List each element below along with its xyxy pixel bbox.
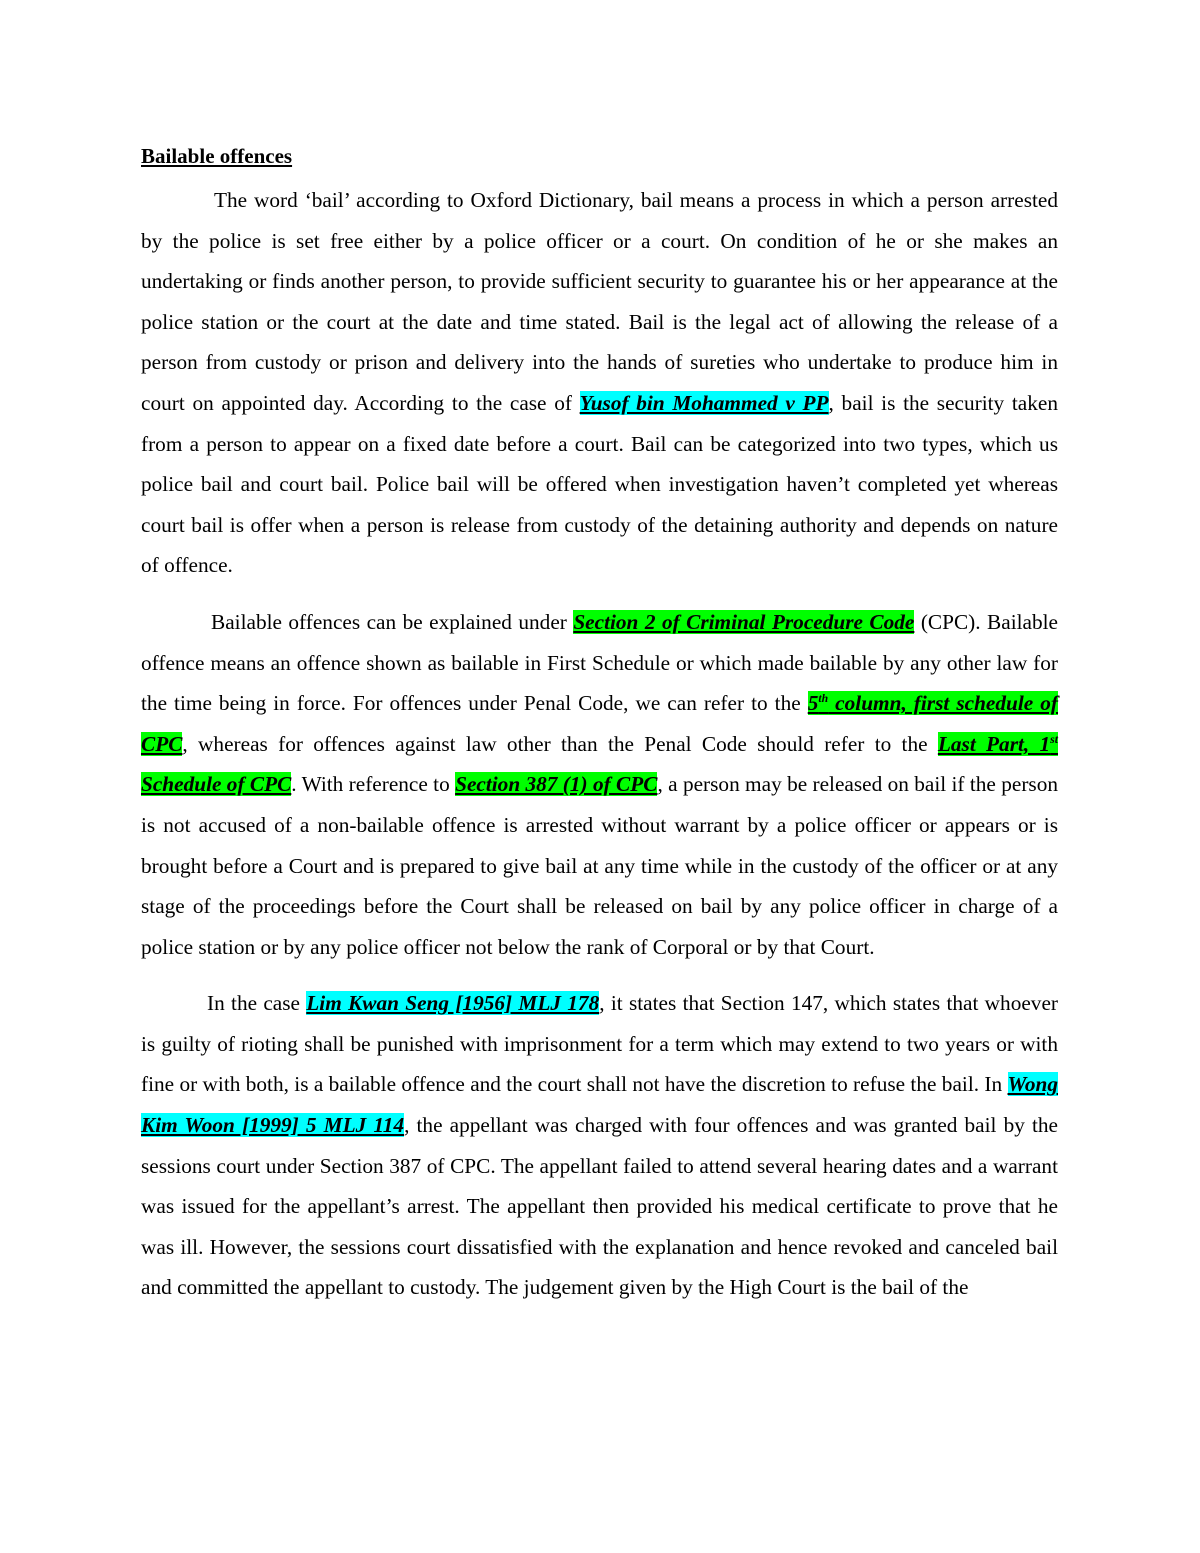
paragraph-text: , a person may be released on bail if the person is not accused of a non-bailable offence is arrested without warrant by a police officer or appears or is brought before a Court and is prepared to give bail at any time while in the custody of the officer or at any stage of the proceedings before the Court shall be released on bail by any police officer in charge of a police station or by any police officer not below the rank of Corporal or by that Court. [141, 772, 1059, 959]
case-citation-lim-kwan-seng: Lim Kwan Seng [1956] MLJ 178 [306, 991, 600, 1016]
statute-reference-section-2: Section 2 of Criminal Procedure Code [573, 609, 915, 634]
paragraph-case-law [141, 983, 1058, 1308]
paragraph-text: , bail is the security taken from a person to appear on a fixed date before a court. Bail can be categorized into two types, which us police bail and court bail. Police bail will be offered when investigation haven’t completed yet whereas court bail is offer when a person is release from custody of the detaining authority and depends on nature of offence. [141, 390, 1059, 578]
paragraph-text: , whereas for offences against law other than the Penal Code should refer to the [182, 731, 938, 756]
case-citation-yusof: Yusof bin Mohammed v PP [579, 390, 829, 415]
page-title: Bailable offences [141, 144, 293, 168]
ref-text: 5 [807, 691, 819, 716]
paragraph-text: Bailable offences can be explained under [211, 609, 574, 634]
paragraph-text: The word ‘bail’ according to Oxford Dictionary, bail means a process in which a person arrested by the police is set free either by a police officer or a court. On condition of he or she makes an undertaking or finds another person, to provide sufficient security to guarantee his or her appearance at the police station or the court at the date and time stated. Bail is the legal act of allowing the release of a person from custody or prison and delivery into the hands of sureties who undertake to produce him in court on appointed day. According to the case of [141, 188, 1058, 415]
paragraph-text: (CPC). Bailable offence means an offence shown as bailable in First Schedule or which made bailable by any other law for the time being in force. For offences under Penal Code, we can refer to the [141, 609, 1058, 716]
paragraph-text: , it states that Section 147, which states that whoever is guilty of rioting shall be punished with imprisonment for a term which may extend to two years or with fine or with both, is a bailable offence and the court shall not have the discretion to refuse the bail. In [141, 991, 1058, 1097]
paragraph-text: In the case [207, 991, 307, 1016]
ref-text: Schedule of CPC [141, 772, 292, 797]
paragraph-text: . With reference to [291, 772, 456, 797]
paragraph-bailable-offences [141, 602, 1058, 967]
statute-reference-section-387: Section 387 (1) of CPC [455, 772, 658, 797]
paragraph-bail-definition [141, 180, 1058, 586]
ordinal-suffix: th [818, 691, 829, 705]
document-body [141, 140, 1058, 1308]
ordinal-suffix: st [1050, 732, 1058, 746]
case-citation-wong-kim-woon: Wong Kim Woon [1999] 5 MLJ 114 [141, 1072, 1058, 1138]
paragraph-text: , the appellant was charged with four offences and was granted bail by the sessions court under Section 387 of CPC. The appellant failed to attend several hearing dates and a warrant was issued for the appellant’s arrest. The appellant then provided his medical certificate to prove that he was ill. However, the sessions court dissatisfied with the explanation and hence revoked and canceled bail and committed the appellant to custody. The judgement given by the High Court is the bail of the [141, 1113, 1058, 1300]
ref-text: column, first schedule of CPC [141, 691, 1058, 756]
ref-text: Last Part, 1 [937, 731, 1051, 756]
